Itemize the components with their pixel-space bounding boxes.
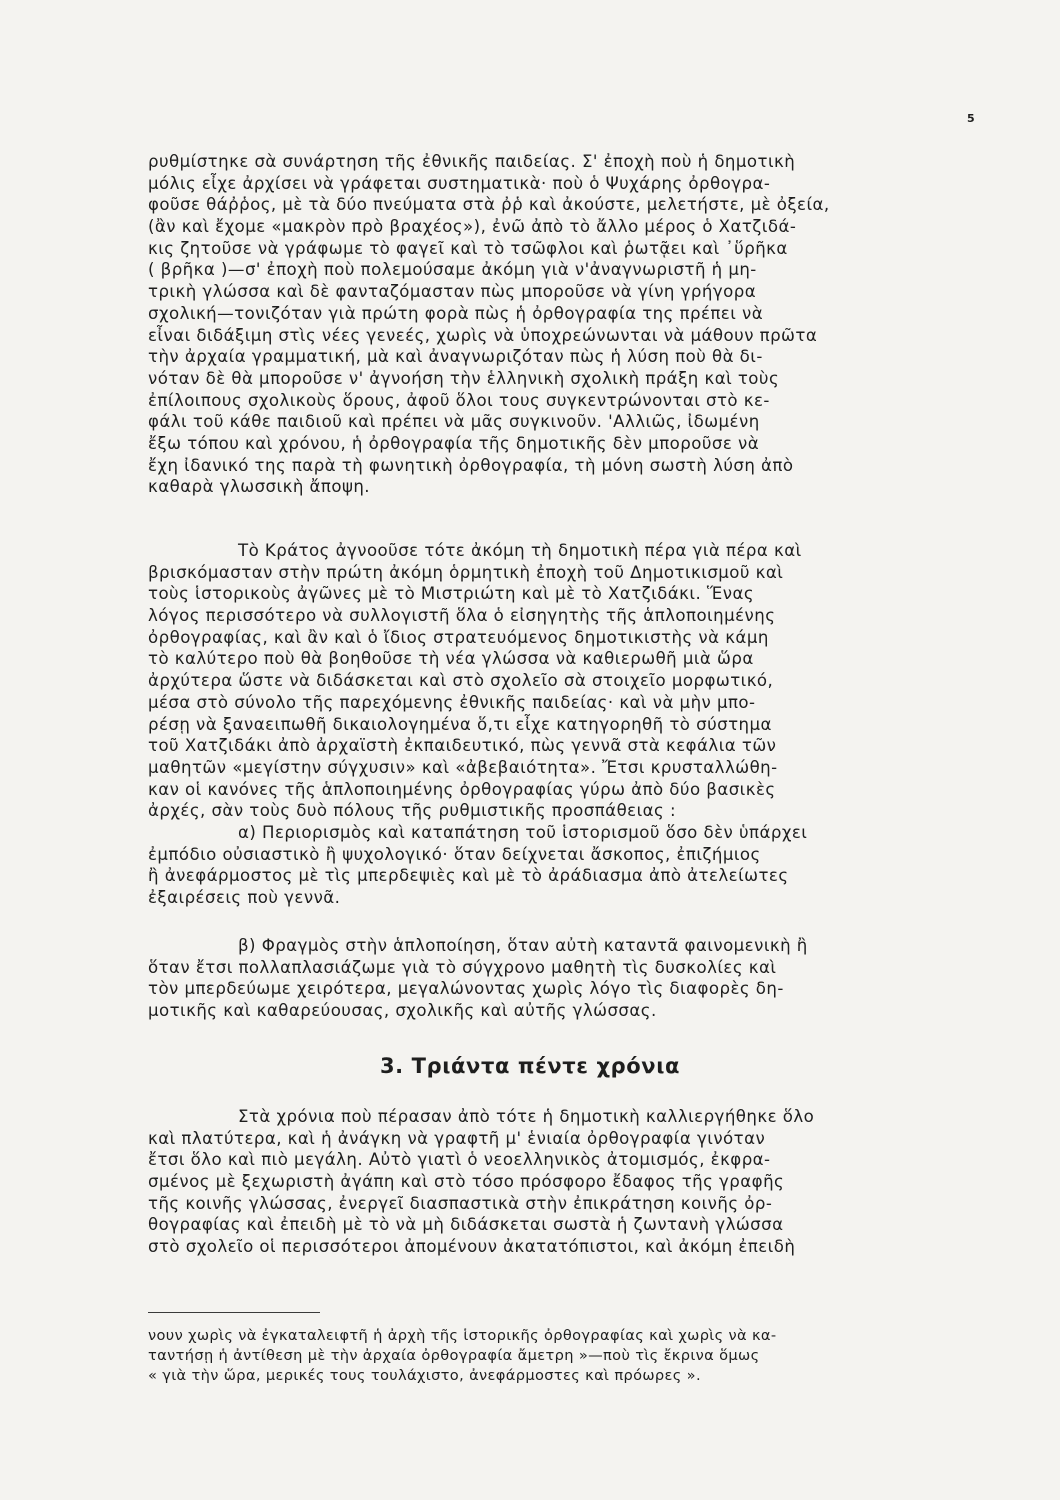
text-line: (ἂν καὶ ἔχομε «μακρὸν πρὸ βραχέος»), ἐνῶ ἀπὸ τὸ ἄλλο μέρος ὁ Χατζιδά- (148, 217, 797, 237)
text-line: σμένος μὲ ξεχωριστὴ ἀγάπη καὶ στὸ τόσο πρόσφορο ἔδαφος τῆς γραφῆς (148, 1172, 785, 1192)
paragraph-thirty-five-years (148, 1106, 961, 1258)
text-line: σχολική—τονιζόταν γιὰ πρώτη φορὰ πὼς ἡ ὀρθογραφία της πρέπει νὰ (148, 303, 764, 323)
text-line: εἶναι διδάξιμη στὶς νέες γενεές, χωρὶς νὰ ὑποχρεώνωνται νὰ μάθουν πρῶτα (148, 325, 818, 345)
text-line: ἢ ἀνεφάρμοστος μὲ τὶς μπερδεψιὲς καὶ μὲ τὸ ἀράδιασμα ἀπὸ ἀτελείωτες (148, 866, 789, 886)
text-line: ἔτσι ὅλο καὶ πιὸ μεγάλη. Αὐτὸ γιατὶ ὁ νεοελληνικὸς ἀτομισμός, ἐκφρα- (148, 1150, 771, 1170)
paragraph-orthography-history (148, 151, 961, 498)
footnote-line: ταντήσῃ ἡ ἀντίθεση μὲ τὴν ἀρχαία ὀρθογραφία ἄμετρη »—ποὺ τὶς ἔκρινα ὅμως (148, 1347, 760, 1364)
page-number: 5 (967, 112, 975, 125)
text-line: καθαρὰ γλωσσικὴ ἄποψη. (148, 477, 371, 497)
principle-a (148, 822, 961, 909)
text-line: κις ζητοῦσε νὰ γράφωμε τὸ φαγεῖ καὶ τὸ τσῶφλοι καὶ ῥωτᾷει καὶ ᾿ὕρῆκα (148, 238, 788, 258)
text-line: τὸ καλύτερο ποὺ θὰ βοηθοῦσε τὴ νέα γλώσσα νὰ καθιερωθῆ μιὰ ὥρα (148, 649, 754, 669)
text-line: ὀρθογραφίας, καὶ ἂν καὶ ὁ ἴδιος στρατευόμενος δημοτικιστὴς νὰ κάμη (148, 627, 769, 647)
text-line: ἀρχύτερα ὥστε νὰ διδάσκεται καὶ στὸ σχολεῖο σὰ στοιχεῖο μορφωτικό, (148, 671, 774, 691)
text-line: φάλι τοῦ κάθε παιδιοῦ καὶ πρέπει νὰ μᾶς συγκινοῦν. 'Αλλιῶς, ἰδωμένη (148, 412, 760, 432)
text-line: φοῦσε θάῤῥος, μὲ τὰ δύο πνεύματα στὰ ῤῥ καὶ ἀκούστε, μελετήστε, μὲ ὀξεία, (148, 195, 830, 215)
text-line: μαθητῶν «μεγίστην σύγχυσιν» καὶ «ἀβεβαιότητα». Ἔτσι κρυσταλλώθη- (148, 757, 778, 777)
text-line: στὸ σχολεῖο οἱ περισσότεροι ἀπομένουν ἀκατατόπιστοι, καὶ ἀκόμη ἐπειδὴ (148, 1237, 796, 1257)
text-line: Τὸ Κράτος ἀγνοοῦσε τότε ἀκόμη τὴ δημοτικὴ πέρα γιὰ πέρα καὶ (238, 541, 802, 560)
text-line: καὶ πλατύτερα, καὶ ἡ ἀνάγκη νὰ γραφτῆ μ' ἑνιαία ὀρθογραφία γινόταν (148, 1128, 766, 1148)
footnote-line: νουν χωρὶς νὰ ἐγκαταλειφτῆ ἡ ἀρχὴ τῆς ἱστορικῆς ὀρθογραφίας καὶ χωρὶς νὰ κα- (148, 1327, 777, 1344)
text-line: τῆς κοινῆς γλώσσας, ἐνεργεῖ διασπαστικὰ στὴν ἐπικράτηση κοινῆς ὀρ- (148, 1193, 773, 1213)
text-line: Στὰ χρόνια ποὺ πέρασαν ἀπὸ τότε ἡ δημοτικὴ καλλιεργήθηκε ὅλο (238, 1107, 815, 1126)
footnote-divider (148, 1312, 320, 1313)
text-line: ἐπίλοιπους σχολικοὺς ὅρους, ἀφοῦ ὅλοι τους συγκεντρώνονται στὸ κε- (148, 390, 770, 410)
text-line: ἔξω τόπου καὶ χρόνου, ἡ ὀρθογραφία τῆς δημοτικῆς δὲν μποροῦσε νὰ (148, 433, 760, 453)
text-line: ( βρῆκα )—σ' ἐποχὴ ποὺ πολεμούσαμε ἀκόμη γιὰ ν'ἀναγνωριστῆ ἡ μη- (148, 260, 757, 280)
section-heading: 3. Τριάντα πέντε χρόνια (379, 1054, 681, 1078)
text-line: τοὺς ἱστορικοὺς ἀγῶνες μὲ τὸ Μιστριώτη καὶ μὲ τὸ Χατζιδάκι. Ἕνας (148, 584, 755, 604)
text-line: ἔχη ἰδανικό της παρὰ τὴ φωνητικὴ ὀρθογραφία, τὴ μόνη σωστὴ λύση ἀπὸ (148, 455, 794, 475)
text-line: λόγος περισσότερο νὰ συλλογιστῆ ὅλα ὁ εἰσηγητὴς τῆς ἁπλοποιημένης (148, 606, 776, 626)
text-line: νόταν δὲ θὰ μποροῦσε ν' ἀγνοήση τὴν ἑλληνικὴ σχολικὴ πράξη καὶ τοὺς (148, 368, 780, 388)
text-line: α) Περιορισμὸς καὶ καταπάτηση τοῦ ἱστορισμοῦ ὅσο δὲν ὑπάρχει (238, 823, 808, 842)
text-line: ὅταν ἔτσι πολλαπλασιάζωμε γιὰ τὸ σύγχρονο μαθητὴ τὶς δυσκολίες καὶ (148, 957, 777, 977)
footnote-line: « γιὰ τὴν ὥρα, μερικές τους τουλάχιστο, ἀνεφάρμοστες καὶ πρόωρες ». (148, 1367, 701, 1384)
text-line: ἀρχές, σὰν τοὺς δυὸ πόλους τῆς ρυθμιστικῆς προσπάθειας : (148, 801, 676, 821)
paragraph-state-and-reform (148, 540, 961, 822)
text-line: ἐμπόδιο οὐσιαστικὸ ἢ ψυχολογικό· ὅταν δείχνεται ἄσκοπος, ἐπιζήμιος (148, 844, 761, 864)
principle-b (148, 935, 961, 1022)
text-line: τρικὴ γλώσσα καὶ δὲ φανταζόμασταν πὼς μποροῦσε νὰ γίνη γρήγορα (148, 282, 757, 302)
text-line: τοῦ Χατζιδάκι ἀπὸ ἀρχαϊστὴ ἐκπαιδευτικό, πὼς γεννᾶ στὰ κεφάλια τῶν (148, 736, 777, 756)
text-line: ρυθμίστηκε σὰ συνάρτηση τῆς ἐθνικῆς παιδείας. Σ' ἐποχὴ ποὺ ἡ δημοτικὴ (148, 152, 796, 171)
text-line: θογραφίας καὶ ἐπειδὴ μὲ τὸ νὰ μὴ διδάσκεται σωστὰ ἡ ζωντανὴ γλώσσα (148, 1215, 784, 1235)
footnote (148, 1326, 777, 1386)
text-line: μέσα στὸ σύνολο τῆς παρεχόμενης ἐθνικῆς παιδείας· καὶ νὰ μὴν μπο- (148, 692, 756, 712)
text-line: τὴν ἀρχαία γραμματική, μὰ καὶ ἀναγνωριζόταν πὼς ἡ λύση ποὺ θὰ δι- (148, 347, 763, 367)
text-line: ρέσῃ νὰ ξαναειπωθῆ δικαιολογημένα ὅ,τι εἶχε κατηγορηθῆ τὸ σύστημα (148, 714, 772, 734)
text-line: β) Φραγμὸς στὴν ἁπλοποίηση, ὅταν αὐτὴ καταντᾶ φαινομενικὴ ἢ (238, 936, 808, 955)
text-line: τὸν μπερδεύωμε χειρότερα, μεγαλώνοντας χωρὶς λόγο τὶς διαφορὲς δη- (148, 979, 784, 999)
text-line: βρισκόμασταν στὴν πρώτη ἀκόμη ὁρμητικὴ ἐποχὴ τοῦ Δημοτικισμοῦ καὶ (148, 562, 784, 582)
text-line: μόλις εἶχε ἀρχίσει νὰ γράφεται συστηματικὰ· ποὺ ὁ Ψυχάρης ὀρθογρα- (148, 173, 771, 193)
text-line: καν οἱ κανόνες τῆς ἁπλοποιημένης ὀρθογραφίας γύρω ἀπὸ δύο βασικὲς (148, 779, 776, 799)
text-line: μοτικῆς καὶ καθαρεύουσας, σχολικῆς καὶ αὐτῆς γλώσσας. (148, 1001, 657, 1021)
text-line: ἐξαιρέσεις ποὺ γεννᾶ. (148, 888, 341, 908)
